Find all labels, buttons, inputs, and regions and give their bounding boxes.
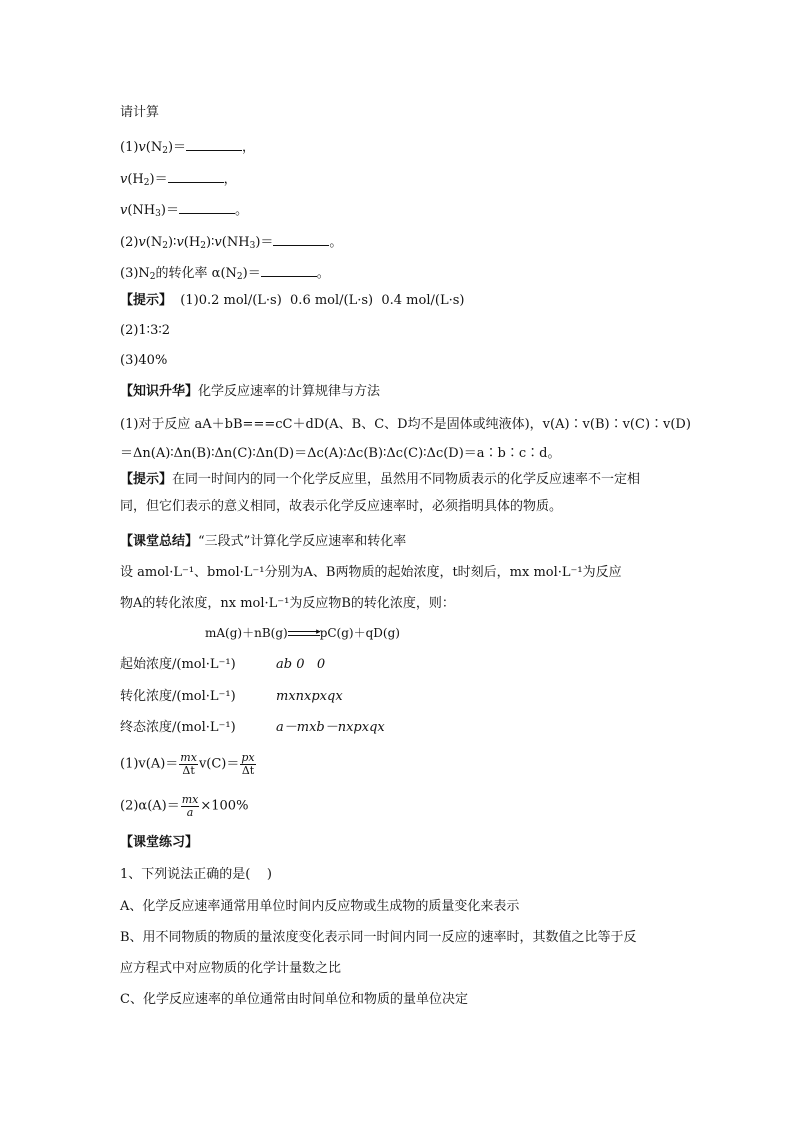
q2-end: 。 [329,235,343,250]
q1a-var: v [138,140,146,155]
q3-sub: 2 [149,272,156,282]
option-c[interactable]: C、化学反应速率的单位通常由时间单位和物质的量单位决定 [120,992,468,1007]
fraction-denominator: Δt [182,763,195,777]
q2-v2: v [176,235,184,250]
calc-heading: 请计算 [120,105,160,120]
q3-prefix: (3)N [120,266,150,281]
fraction [240,752,255,776]
q2-s1: (N [145,235,163,250]
row-label: 终态浓度/(mol·L⁻¹) [120,720,236,735]
answer-blank[interactable] [186,138,242,151]
q1a-prefix: (1) [120,140,139,155]
option-b-line-2[interactable]: 应方程式中对应物质的化学计量数之比 [120,961,342,976]
question-stem: 1、下列说法正确的是( ) [120,867,272,882]
q1a-species: (N [145,140,163,155]
row-label: 起始浓度/(mol·L⁻¹) [120,657,236,672]
q2-n2: 2 [200,241,206,251]
q1b-eq: )＝ [149,172,168,187]
equilibrium-arrow-icon: ▸ [288,629,320,639]
answer-blank[interactable] [168,170,224,183]
q2-prefix: (2) [120,235,139,250]
hint-2-line-2: 同，但它们表示的意义相同，故表示化学反应速率时，必须指明具体的物质。 [120,499,563,514]
hint-label: 【提示】 [120,293,173,308]
equation-reactants: mA(g)＋nB(g) [205,626,288,640]
summary-heading [120,535,406,548]
setup-line-2: 物A的转化浓度，nx mol·L⁻¹为反应物B的转化浓度，则： [120,596,455,611]
rule-line-2: ＝Δn(A)∶Δn(B)∶Δn(C)∶Δn(D)＝Δc(A)∶Δc(B)∶Δc(C)∶Δc(D)＝a∶b∶c∶d。 [120,446,561,461]
formula-prefix: (2)α(A)＝ [120,798,180,814]
fraction [181,794,200,818]
hint-1-answer: (1)0.2 mol/(L·s) 0.6 mol/(L·s) 0.4 mol/(L·s) [172,293,465,308]
practice-heading: 【课堂练习】 [120,835,199,850]
hint-label: 【提示】 [120,472,173,487]
fraction-denominator: Δt [241,763,255,777]
q1c-eq: )＝ [160,203,179,218]
q1b-species: (H [127,172,144,187]
q1c-sub: 3 [155,209,161,219]
q1b-sub: 2 [143,178,150,188]
q2-s3: (NH [221,235,250,250]
hint-2-text: 在同一时间内的同一个化学反应里，虽然用不同物质表示的化学反应速率不一定相 [172,472,641,487]
q2-v1: v [138,235,146,250]
hint-1-b: (2)1∶3∶2 [120,323,170,338]
question-2 [120,233,342,251]
q3-end: 。 [316,266,330,281]
q2-c1: )∶ [167,235,177,250]
change-row [120,690,343,703]
upgrade-title: 化学反应速率的计算规律与方法 [198,384,381,399]
q1c-var: v [120,203,128,218]
q2-s2: (H [183,235,201,250]
answer-blank[interactable] [179,201,235,214]
answer-blank[interactable] [273,233,329,246]
q2-n1: 2 [162,241,168,251]
answer-blank[interactable] [261,264,317,277]
fraction-numerator: mx [180,751,197,764]
q1a-sub: 2 [162,146,168,156]
q3-sub2: 2 [236,272,243,282]
fraction-numerator: mx [181,793,199,806]
row-label: 转化浓度/(mol·L⁻¹) [120,689,236,704]
knowledge-upgrade-heading [120,385,380,398]
q3-eq: )＝ [242,266,261,281]
q1a-eq: )＝ [167,140,187,155]
fraction-numerator: px [241,751,255,764]
equation-products: pC(g)＋qD(g) [319,626,400,640]
q3-mid: 的转化率 α(N [155,266,237,281]
row-values: a－mxb－nxpxqx [276,720,385,735]
q1b-end: ， [223,172,237,187]
question-1-n2 [120,138,255,156]
q1c-species: (NH [127,203,156,218]
formula-prefix: (1)v(A)＝ [120,756,179,772]
upgrade-label: 【知识升华】 [120,384,199,399]
q1a-end: ， [242,140,256,155]
q2-v3: v [214,235,222,250]
formula-mid: v(C)＝ [198,756,240,772]
formula-suffix: ×100% [200,798,249,814]
option-a[interactable]: A、化学反应速率通常用单位时间内反应物或生成物的质量变化来表示 [120,899,520,914]
row-values: mxnxpxqx [276,689,343,704]
hint-2-line-1 [120,473,640,486]
q2-c2: )∶ [205,235,215,250]
setup-line-1: 设 amol·L⁻¹、bmol·L⁻¹分别为A、B两物质的起始浓度，t时刻后，mx mol·L⁻¹为反应 [120,565,622,580]
question-1-h2 [120,170,237,188]
summary-label: 【课堂总结】 [120,534,199,549]
q1c-end: 。 [234,203,248,218]
rule-line-1: (1)对于反应 aA＋bB===cC＋dD(A、B、C、D均不是固体或纯液体)，v(A)∶v(B)∶v(C)∶v(D) [120,417,691,432]
q2-n3: 3 [249,241,256,251]
hint-1-c: (3)40% [120,353,168,368]
question-1-nh3 [120,201,248,219]
formula-rate [120,752,257,776]
hint-1 [120,294,464,307]
q1b-var: v [120,172,128,187]
summary-title: “三段式”计算化学反应速率和转化率 [198,534,407,549]
formula-conversion [120,794,248,818]
row-values: ab 0 0 [276,657,326,672]
initial-row [120,658,325,671]
reaction-equation [205,627,400,639]
question-3 [120,264,330,282]
option-b-line-1[interactable]: B、用不同物质的物质的量浓度变化表示同一时间内同一反应的速率时，其数值之比等于反 [120,930,637,945]
final-row [120,721,385,734]
fraction-denominator: a [186,805,194,819]
fraction [179,752,198,776]
q2-c3: )＝ [255,235,274,250]
